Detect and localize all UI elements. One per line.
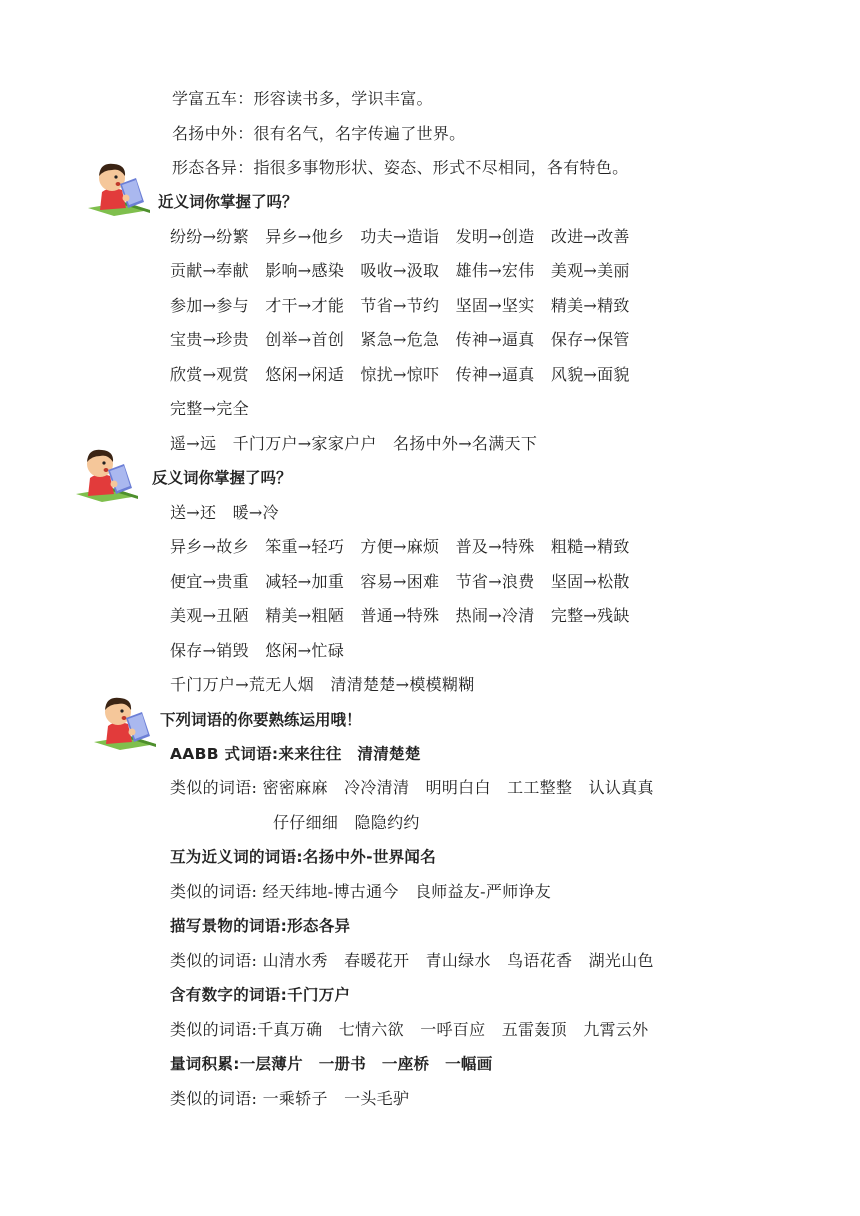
synonym-row: 完整→完全 [170,399,249,418]
reading-boy-icon [72,444,142,502]
synonym-row: 遥→远 千门万户→家家户户 名扬中外→名满天下 [170,434,538,453]
usage-similar: 类似的词语: 密密麻麻 冷冷清清 明明白白 工工整整 认认真真 [170,778,654,797]
synonym-row: 欣赏→观赏 悠闲→闲适 惊扰→惊吓 传神→逼真 风貌→面貌 [170,365,630,384]
usage-similar: 类似的词语: 一乘轿子 一头毛驴 [170,1089,410,1108]
synonym-row: 参加→参与 才干→才能 节省→节约 坚固→坚实 精美→精致 [170,296,630,315]
synonym-row: 纷纷→纷繁 异乡→他乡 功夫→造诣 发明→创造 改进→改善 [170,227,630,246]
reading-boy-icon [90,692,160,750]
usage-section-title: 量词积累:一层薄片 一册书 一座桥 一幅画 [170,1055,493,1073]
idiom-line: 名扬中外：很有名气，名字传遍了世界。 [172,124,466,143]
antonym-row: 保存→销毁 悠闲→忙碌 [170,641,345,660]
synonyms-heading: 近义词你掌握了吗？ [158,193,298,211]
synonym-row: 宝贵→珍贵 创举→首创 紧急→危急 传神→逼真 保存→保管 [170,330,630,349]
usage-section-title: 互为近义词的词语:名扬中外-世界闻名 [170,848,437,866]
usage-section-title: 描写景物的词语:形态各异 [170,917,351,935]
idiom-line: 学富五车：形容读书多，学识丰富。 [172,89,433,108]
antonym-row: 便宜→贵重 减轻→加重 容易→困难 节省→浪费 坚固→松散 [170,572,630,591]
antonym-row: 千门万户→荒无人烟 清清楚楚→模模糊糊 [170,675,475,694]
usage-section-title: AABB 式词语:来来往往 清清楚楚 [170,745,421,763]
idiom-line: 形态各异：指很多事物形状、姿态、形式不尽相同，各有特色。 [172,158,629,177]
usage-heading: 下列词语的你要熟练运用哦！ [160,711,362,729]
antonym-row: 异乡→故乡 笨重→轻巧 方便→麻烦 普及→特殊 粗糙→精致 [170,537,630,556]
antonyms-heading: 反义词你掌握了吗？ [152,469,292,487]
usage-section-title: 含有数字的词语:千门万户 [170,986,351,1004]
synonym-row: 贡献→奉献 影响→感染 吸收→汲取 雄伟→宏伟 美观→美丽 [170,261,630,280]
usage-similar-continued: 仔仔细细 隐隐约约 [273,813,420,832]
usage-similar: 类似的词语:千真万确 七情六欲 一呼百应 五雷轰顶 九霄云外 [170,1020,649,1039]
reading-boy-icon [84,158,154,216]
antonym-row: 送→还 暖→冷 [170,503,279,522]
antonym-row: 美观→丑陋 精美→粗陋 普通→特殊 热闹→冷清 完整→残缺 [170,606,630,625]
usage-similar: 类似的词语: 经天纬地-博古通今 良师益友-严师诤友 [170,882,552,901]
usage-similar: 类似的词语: 山清水秀 春暖花开 青山绿水 鸟语花香 湖光山色 [170,951,654,970]
